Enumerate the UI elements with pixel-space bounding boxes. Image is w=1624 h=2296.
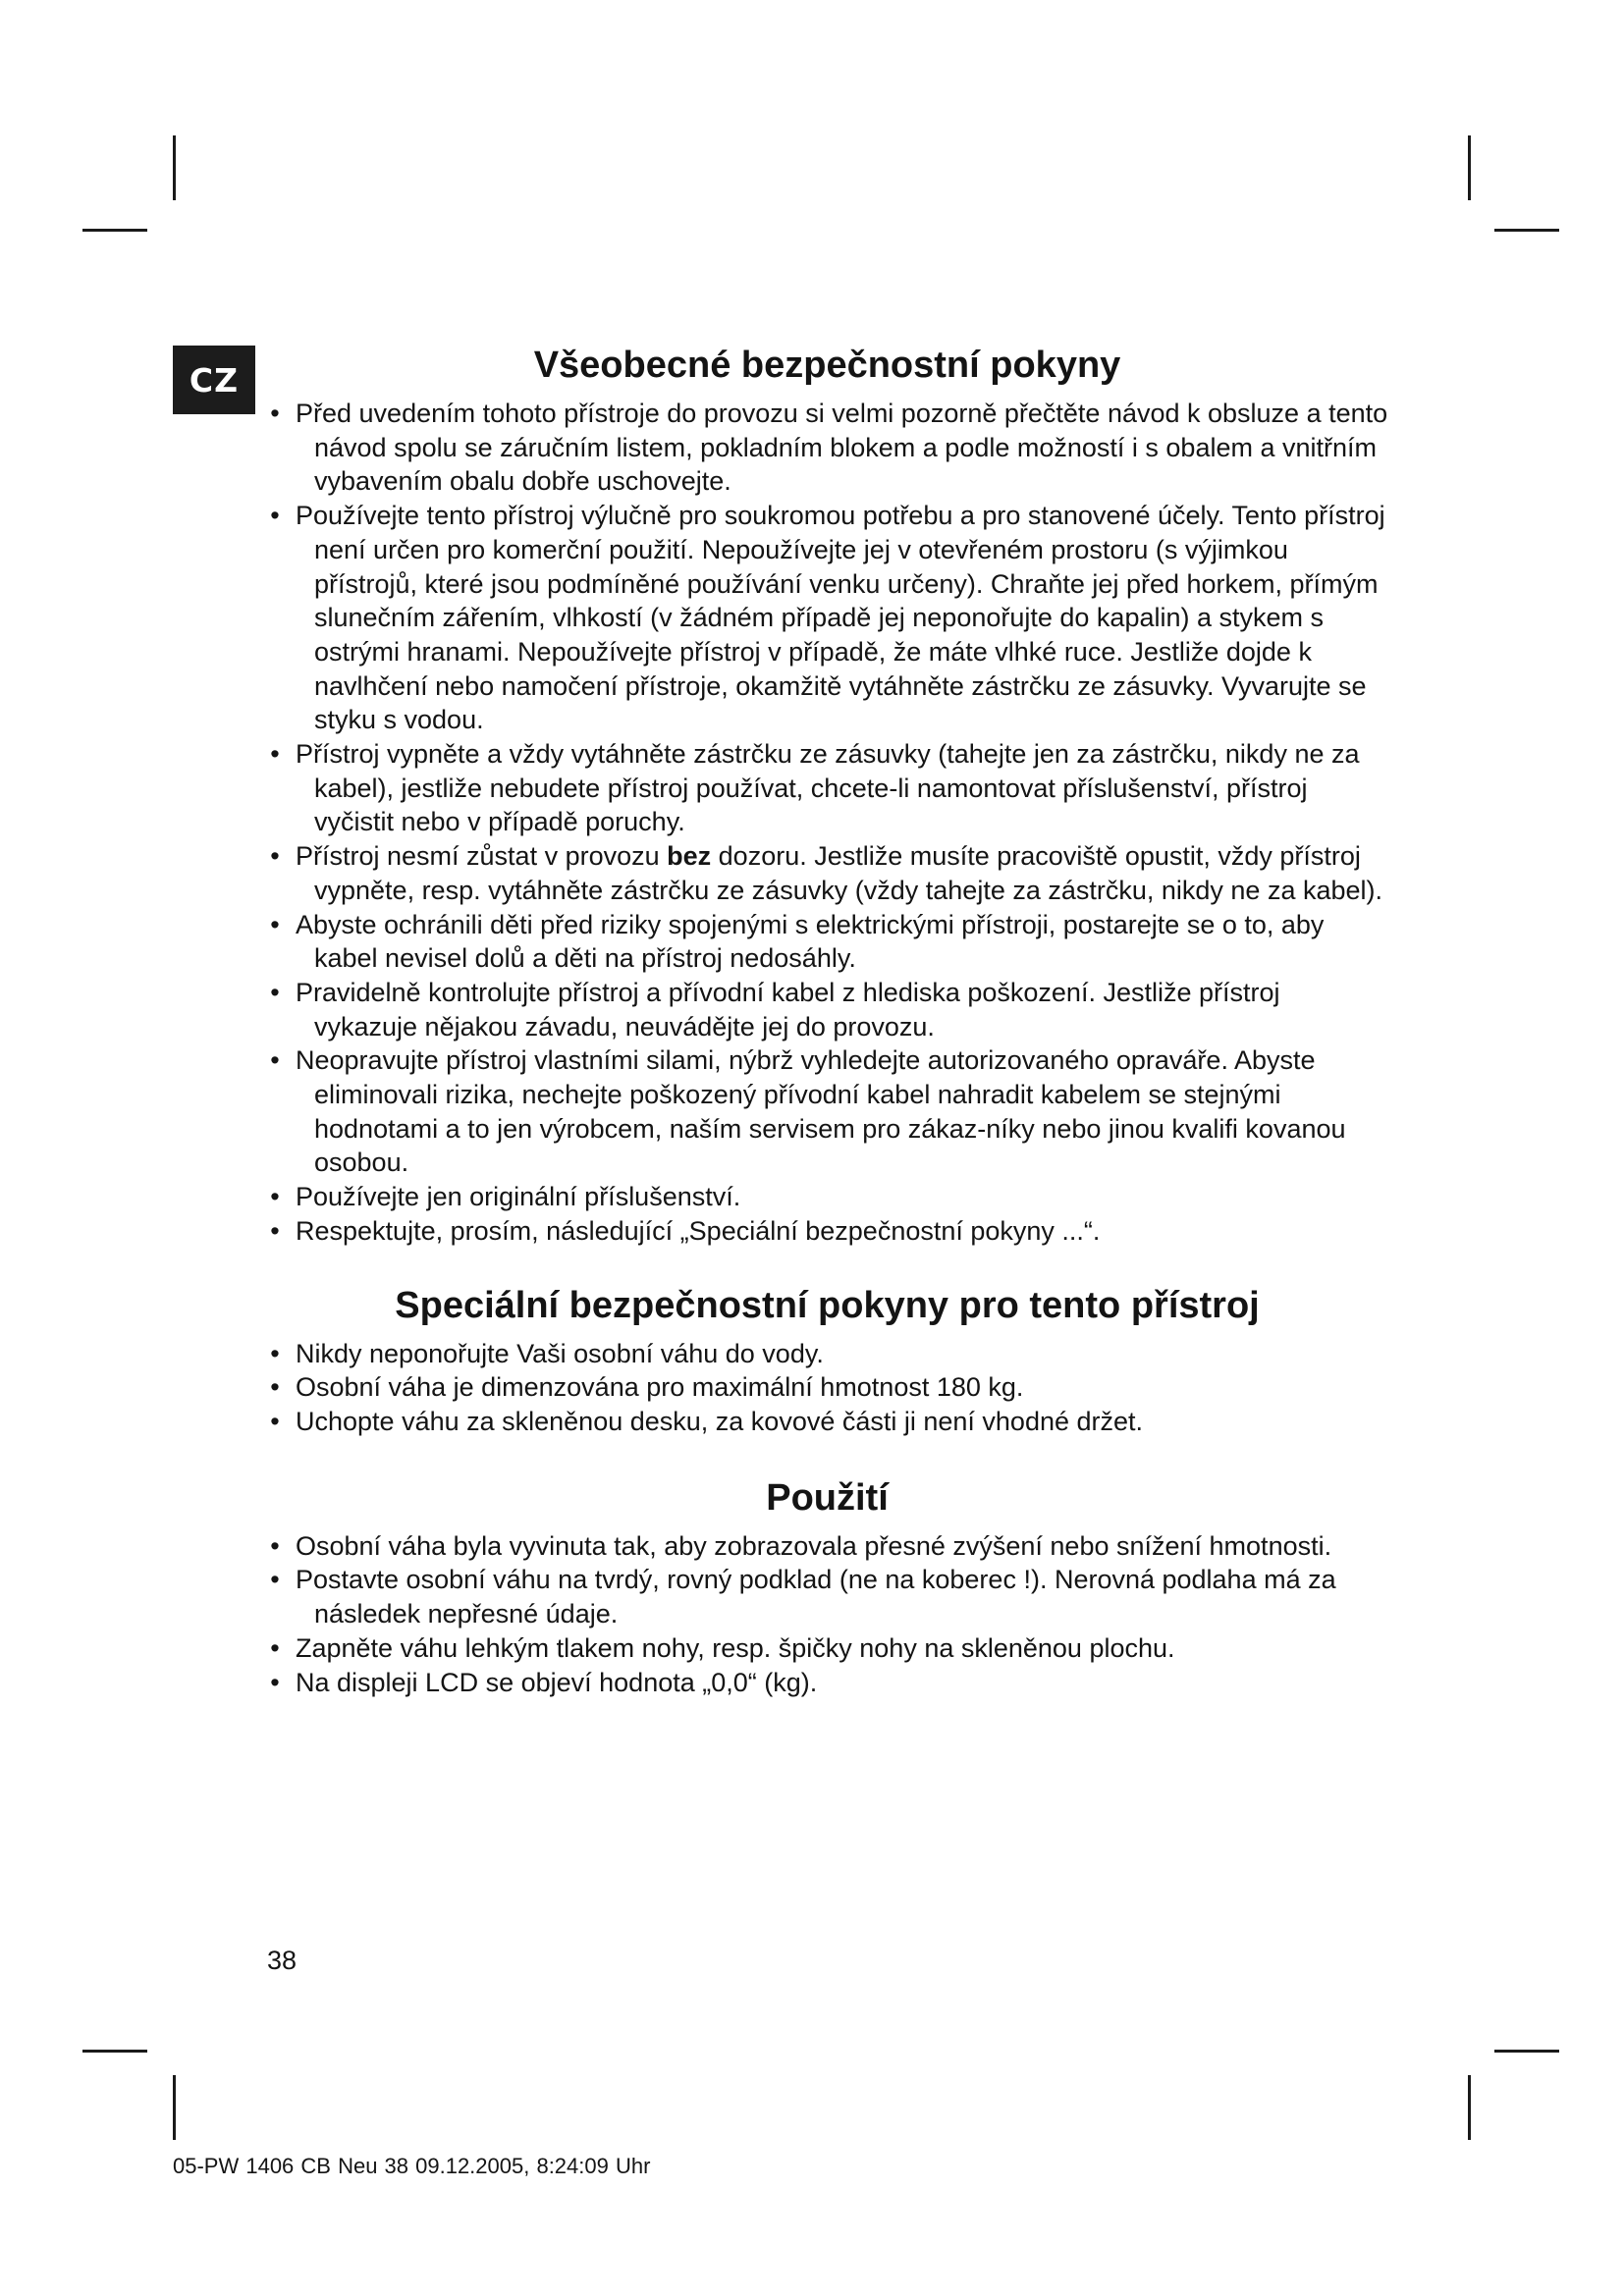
list-item-text-end: dozoru. Jestliže musíte pracoviště opustit, vždy přístroj vypněte, resp. vytáhněte zástrčku ze zásuvky (vždy tahejte za zástrčku, nikdy ne za kabel). <box>314 841 1383 905</box>
bullet-icon: • <box>270 909 280 939</box>
list-item-text: Používejte tento přístroj výlučně pro soukromou potřebu a pro stanovené účely. Tento přístroj není určen pro komerční použití. Nepoužívejte jej v otevřeném prostoru (s výjimkou přístrojů, které jsou podmíněné používání venku určeny). Chraňte jej před horkem, přímým slunečním zářením, vlhkostí (v žádném případě jej neponořujte do kapalin) a stykem s ostrými hranami. Nepoužívejte přístroj v případě, že máte vlhké ruce. Jestliže dojde k navlhčení nebo namočení přístroje, okamžitě vytáhněte zástrčku ze zásuvky. Vyvarujte se styku s vodou. <box>296 501 1385 735</box>
list-item <box>265 908 1389 976</box>
list-item-text: Používejte jen originální příslušenství. <box>296 1182 741 1212</box>
page-content <box>265 334 1389 1699</box>
list-item <box>265 1180 1389 1214</box>
list-item-text: Přístroj vypněte a vždy vytáhněte zástrčku ze zásuvky (tahejte jen za zástrčku, nikdy ne za kabel), jestliže nebudete přístroj používat, chcete-li namontovat příslušenství, přístroj vyčistit nebo v případě poruchy. <box>296 739 1360 837</box>
list-item <box>265 1214 1389 1249</box>
bullet-icon: • <box>270 399 280 428</box>
crop-mark-top-left-horizontal <box>82 229 147 232</box>
section-general-safety <box>265 334 1389 1249</box>
bullet-icon: • <box>270 1406 280 1436</box>
list-item <box>265 839 1389 907</box>
section-title: Všeobecné bezpečnostní pokyny <box>533 345 1121 386</box>
bullet-icon: • <box>270 1338 280 1368</box>
section-title: Použití <box>766 1476 889 1519</box>
bullet-icon: • <box>270 1632 280 1663</box>
bullet-icon: • <box>270 1372 280 1403</box>
list-item-text: Neopravujte přístroj vlastními silami, nýbrž vyhledejte autorizovaného opraváře. Abyste eliminovali rizika, nechejte poškozený přívodní kabel nahradit kabelem se stejnými hodnotami a to jen výrobcem, naším servisem pro zákaz-níky nebo jinou kvalifi kovanou osobou. <box>296 1045 1346 1178</box>
list-item-text: Abyste ochránili děti před riziky spojenými s elektrickými přístroji, postarejte se o to, aby kabel nevisel dolů a děti na přístroj nedosáhly. <box>296 909 1325 974</box>
section-usage <box>265 1467 1389 1700</box>
crop-mark-top-left-vertical <box>173 135 176 200</box>
list-item <box>265 737 1389 839</box>
list-item-text: Respektujte, prosím, následující „Speciální bezpečnostní pokyny ...“. <box>296 1215 1101 1246</box>
list-item <box>265 976 1389 1043</box>
section-special-safety <box>265 1274 1389 1439</box>
language-tab: CZ <box>173 346 255 414</box>
list-item-text: Nikdy neponořujte Vaši osobní váhu do vody. <box>296 1338 824 1368</box>
crop-mark-top-right-horizontal <box>1494 229 1559 232</box>
list-item <box>265 1337 1389 1371</box>
bullet-list <box>265 1529 1389 1700</box>
crop-mark-bottom-left-horizontal <box>82 2050 147 2053</box>
list-item-text: Osobní váha byla vyvinuta tak, aby zobrazovala přesné zvýšení nebo snížení hmotnosti. <box>296 1530 1332 1561</box>
crop-mark-bottom-left-vertical <box>173 2075 176 2140</box>
list-item-text: Osobní váha je dimenzována pro maximální hmotnost 180 kg. <box>296 1372 1024 1403</box>
bullet-icon: • <box>270 841 280 872</box>
list-item <box>265 1631 1389 1666</box>
list-item-text: Postavte osobní váhu na tvrdý, rovný podklad (ne na koberec !). Nerovná podlaha má za následek nepřesné údaje. <box>296 1565 1336 1629</box>
bullet-icon: • <box>270 1215 280 1246</box>
list-item-text: Na displeji LCD se objeví hodnota „0,0“ (kg). <box>296 1667 818 1697</box>
bullet-icon: • <box>270 1530 280 1561</box>
crop-mark-top-right-vertical <box>1468 135 1471 200</box>
bullet-icon: • <box>270 1565 280 1595</box>
emphasis-text: bez <box>667 841 712 872</box>
list-item <box>265 499 1389 737</box>
list-item <box>265 1405 1389 1439</box>
page-number: 38 <box>267 1946 298 1975</box>
bullet-list <box>265 397 1389 1249</box>
bullet-icon: • <box>270 1667 280 1697</box>
list-item-text: Zapněte váhu lehkým tlakem nohy, resp. špičky nohy na skleněnou plochu. <box>296 1632 1175 1663</box>
bullet-list <box>265 1337 1389 1439</box>
section-title: Speciální bezpečnostní pokyny pro tento přístroj <box>395 1284 1260 1326</box>
list-item <box>265 1043 1389 1180</box>
list-item <box>265 1529 1389 1564</box>
bullet-icon: • <box>270 1045 280 1076</box>
bullet-icon: • <box>270 1182 280 1212</box>
list-item <box>265 1666 1389 1700</box>
bullet-icon: • <box>270 501 280 531</box>
list-item-text <box>296 839 1389 907</box>
print-footer: 05-PW 1406 CB Neu 38 09.12.2005, 8:24:09 Uhr <box>173 2154 651 2178</box>
crop-mark-bottom-right-horizontal <box>1494 2050 1559 2053</box>
list-item-text-start: Přístroj nesmí zůstat v provozu <box>296 841 668 872</box>
crop-mark-bottom-right-vertical <box>1468 2075 1471 2140</box>
list-item-text: Pravidelně kontrolujte přístroj a přívodní kabel z hlediska poškození. Jestliže přístroj vykazuje nějakou závadu, neuvádějte jej do provozu. <box>296 977 1280 1041</box>
bullet-icon: • <box>270 977 280 1007</box>
list-item-text: Uchopte váhu za skleněnou desku, za kovové části ji není vhodné držet. <box>296 1406 1144 1436</box>
bullet-icon: • <box>270 739 280 770</box>
list-item <box>265 1370 1389 1405</box>
list-item-text: Před uvedením tohoto přístroje do provozu si velmi pozorně přečtěte návod k obsluze a tento návod spolu se záručním listem, pokladním blokem a podle možností i s obalem a vnitřním vybavením obalu dobře uschovejte. <box>296 399 1388 497</box>
list-item <box>265 1563 1389 1630</box>
list-item <box>265 397 1389 499</box>
